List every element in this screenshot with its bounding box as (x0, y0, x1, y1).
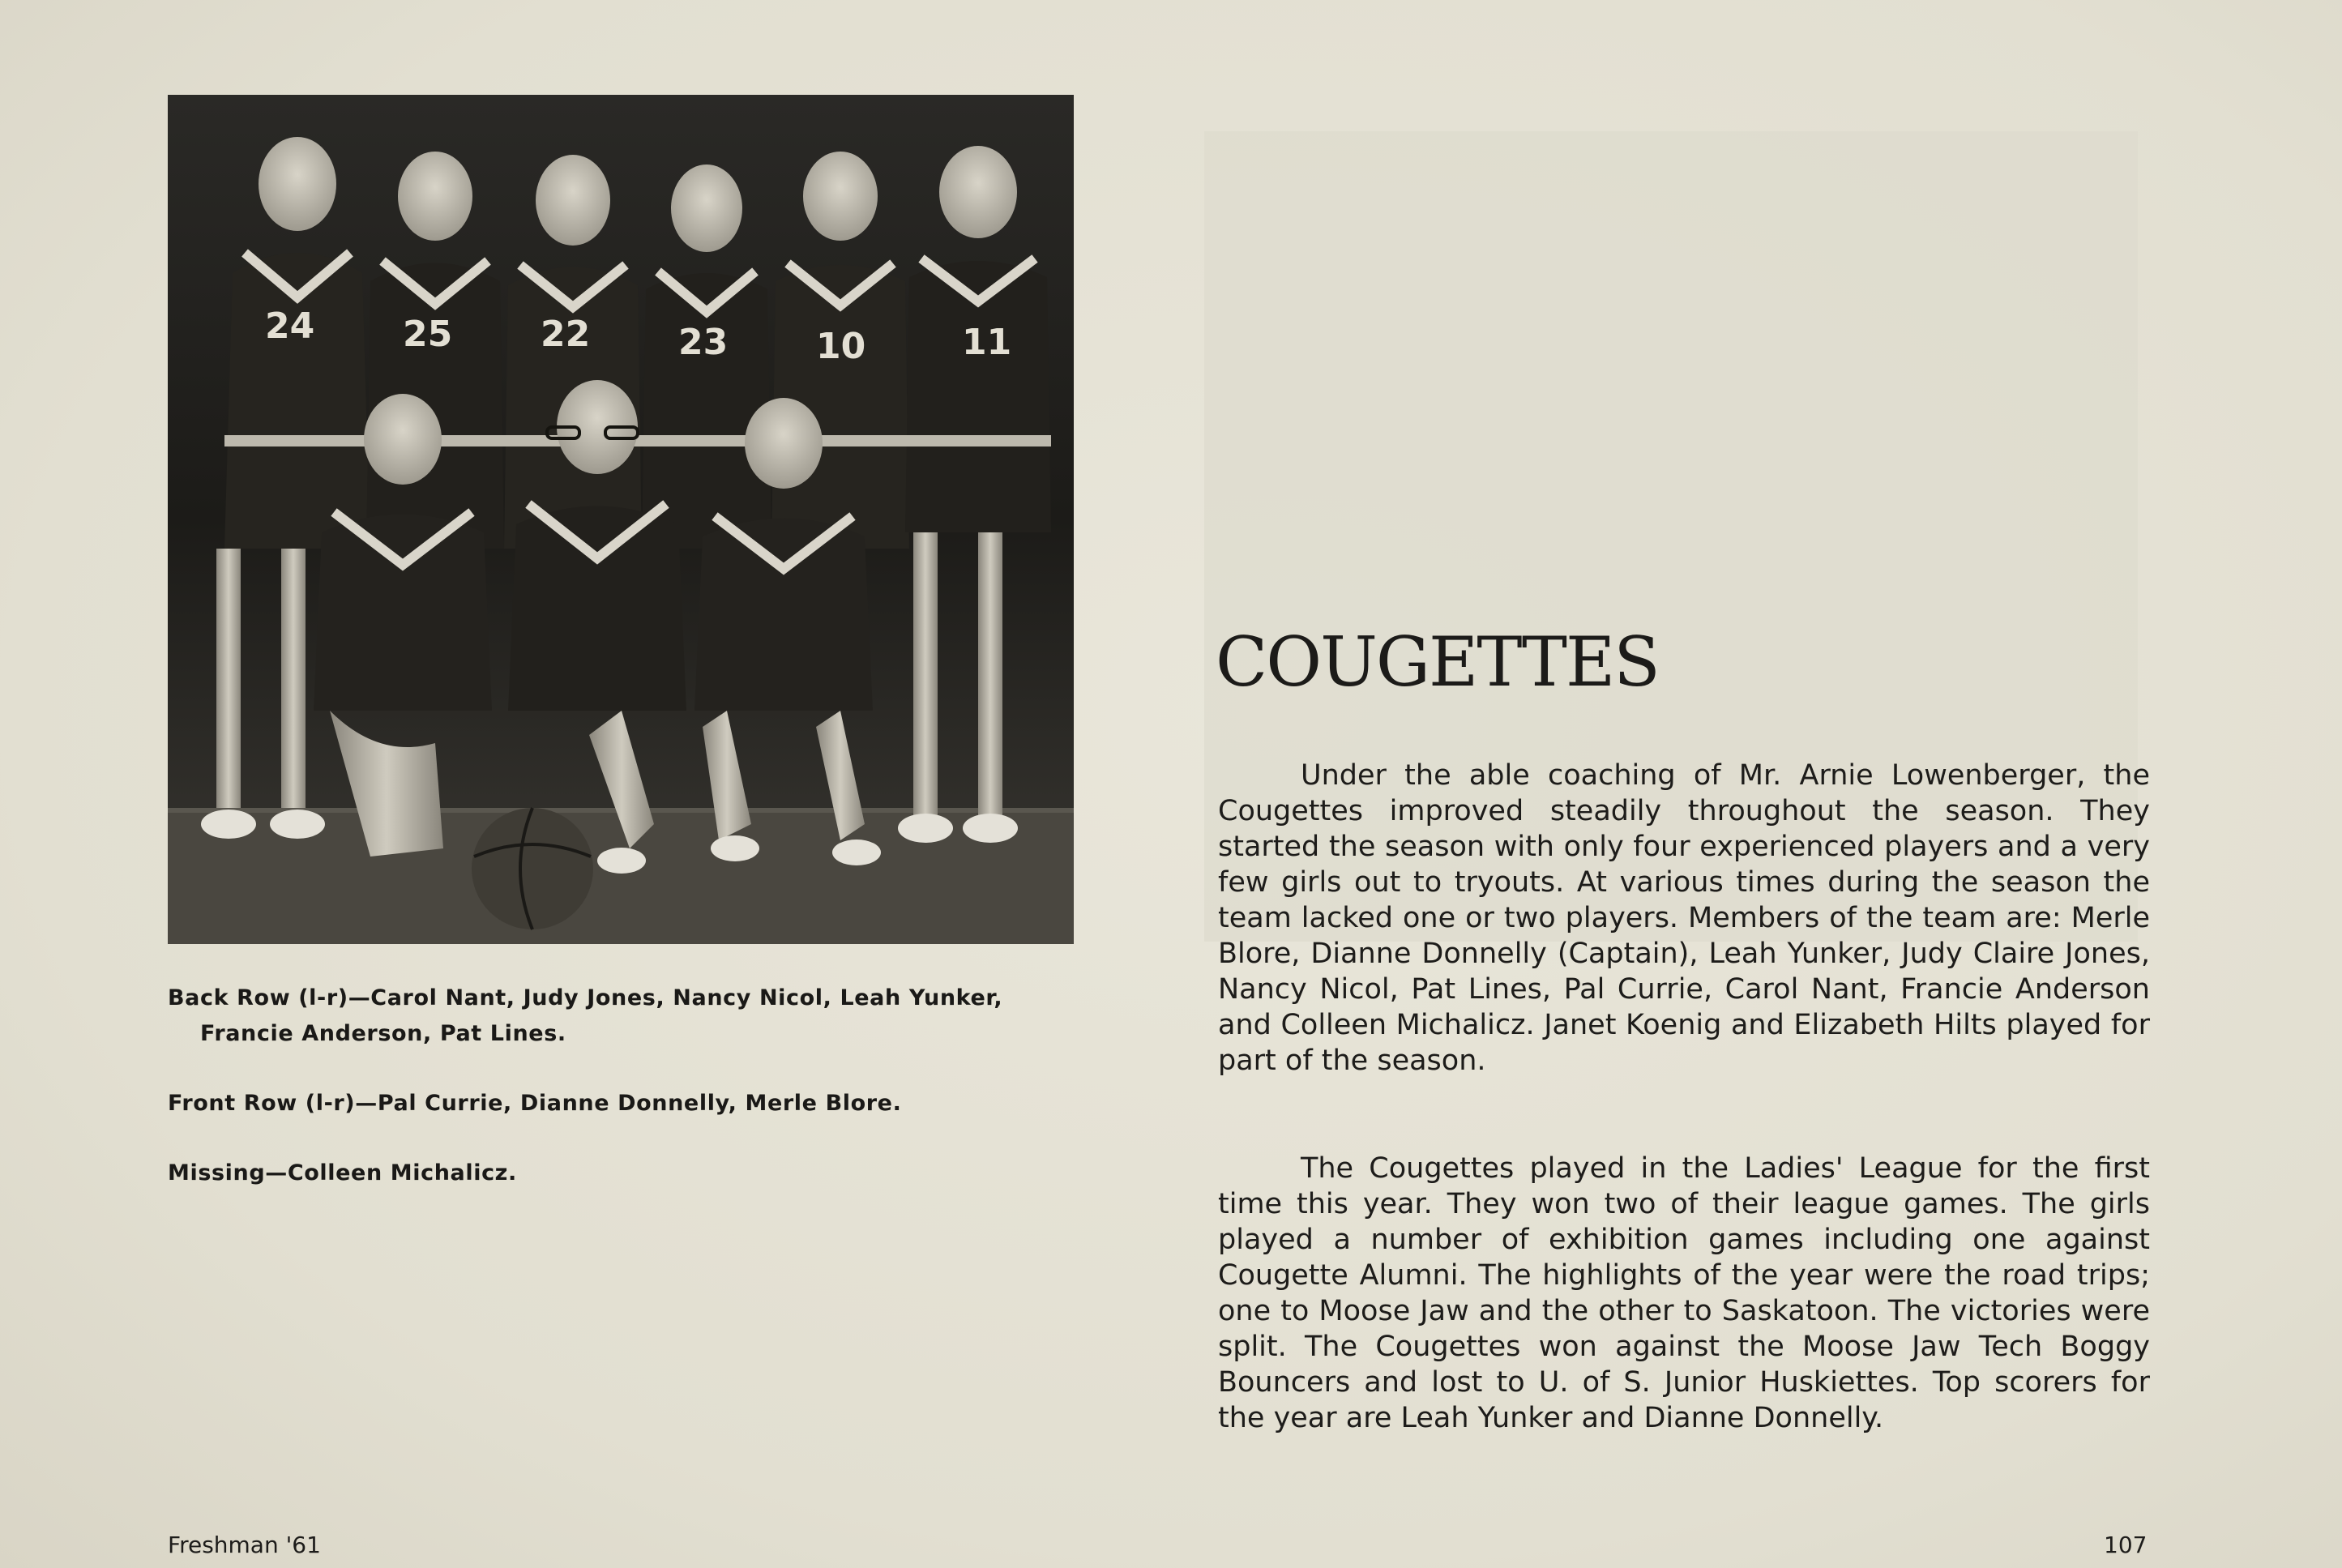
jersey-number: 23 (678, 322, 729, 363)
caption-missing: Missing—Colleen Michalicz. (168, 1160, 517, 1186)
jersey-number: 24 (265, 305, 315, 347)
jersey-number: 11 (962, 322, 1012, 363)
basketball-icon (472, 808, 593, 929)
paragraph-text: Under the able coaching of Mr. Arnie Lowenberger, the Cougettes improved steadily throughout the season. They started the season with only four experienced players and a very few girls out to tryouts. At various times during the season the team lacked one or two players. Members of the team are: Merle Blore, Dianne Donnelly (Captain), Leah Yunker, Judy Claire Jones, Nancy Nicol, Pat Lines, Pal Currie, Carol Nant, Francie Anderson and Colleen Michalicz. Janet Koenig and Elizabeth Hilts played for part of the season. (1218, 759, 2150, 1077)
jersey-number: 22 (541, 314, 591, 355)
jersey-number: 10 (816, 326, 866, 367)
caption-front-row: Front Row (l-r)—Pal Currie, Dianne Donnelly, Merle Blore. (168, 1091, 902, 1116)
team-photo (168, 95, 1074, 944)
article-paragraph-2 (1218, 1151, 2150, 1436)
jersey-number: 25 (403, 314, 453, 355)
footer-publication: Freshman '61 (168, 1532, 321, 1558)
caption-back-row-line2: Francie Anderson, Pat Lines. (200, 1021, 566, 1046)
caption-back-row (168, 981, 1108, 1052)
article-paragraph-1 (1218, 758, 2150, 1079)
article-title: COUGETTES (1216, 622, 1659, 702)
paragraph-text: The Cougettes played in the Ladies' League for the first time this year. They won two of their league games. The girls played a number of exhibition games including one against Cougette Alumni. The highlights of the year were the road trips; one to Moose Jaw and the other to Saskatoon. The victories were split. The Cougettes won against the Moose Jaw Tech Boggy Bouncers and lost to U. of S. Junior Huskiettes. Top scorers for the year are Leah Yunker and Dianne Donnelly. (1218, 1152, 2150, 1434)
page-number: 107 (2104, 1532, 2148, 1558)
caption-back-row-line1: Back Row (l-r)—Carol Nant, Judy Jones, Nancy Nicol, Leah Yunker, (168, 985, 1003, 1010)
